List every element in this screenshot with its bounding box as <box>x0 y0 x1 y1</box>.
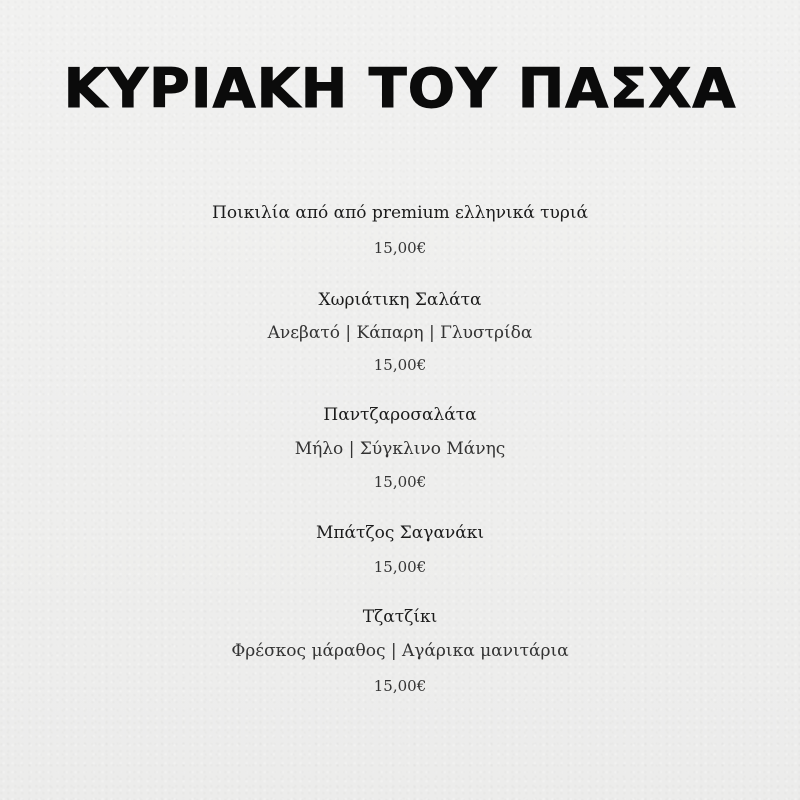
menu-item-description: Ανεβατό | Κάπαρη | Γλυστρίδα <box>267 323 533 343</box>
menu-item-name: Τζατζίκι <box>362 607 438 627</box>
menu-item-name: Παντζαροσαλάτα <box>323 405 477 425</box>
menu-item-description: Φρέσκος μάραθος | Αγάρικα μανιτάρια <box>231 641 569 661</box>
menu-item-price: 15,00€ <box>373 356 427 374</box>
menu-item-description: Μήλο | Σύγκλινο Μάνης <box>294 439 506 459</box>
menu-item-price: 15,00€ <box>373 473 427 491</box>
menu-item-name: Μπάτζος Σαγανάκι <box>315 523 485 543</box>
menu-item-name: Χωριάτικη Σαλάτα <box>318 290 482 310</box>
menu-item-price: 15,00€ <box>373 677 427 695</box>
menu-item-name: Ποικιλία από από premium ελληνικά τυριά <box>212 203 588 223</box>
menu-item-price: 15,00€ <box>373 239 427 257</box>
menu-title: ΚΥΡΙΑΚΗ ΤΟΥ ΠΑΣΧΑ <box>63 57 737 120</box>
menu-item-price: 15,00€ <box>373 558 427 576</box>
